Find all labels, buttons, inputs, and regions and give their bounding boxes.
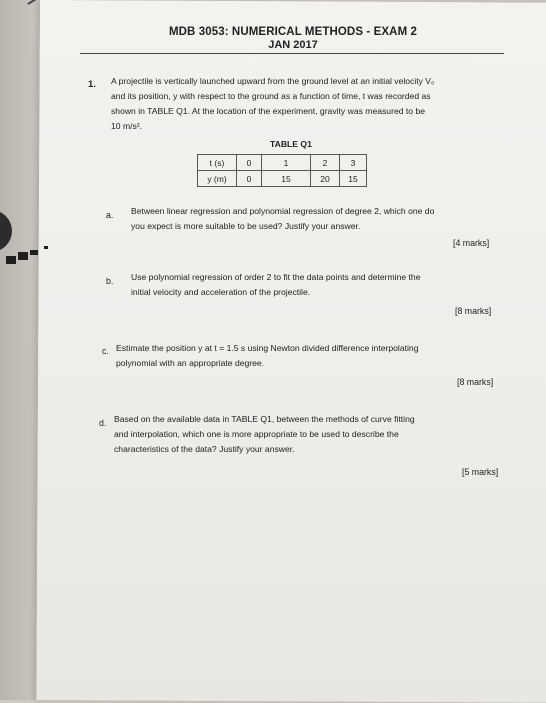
- part-b-line: Use polynomial regression of order 2 to fit the data points and determine the: [131, 272, 421, 282]
- part-c-text: [116, 341, 418, 371]
- part-c-label: c.: [102, 346, 109, 356]
- part-b-text: [131, 270, 421, 300]
- part-b-label: b.: [106, 276, 114, 286]
- table-row-header: t (s): [198, 155, 237, 171]
- table-caption: TABLE Q1: [270, 139, 312, 149]
- part-d-text: [114, 412, 415, 457]
- data-table: [197, 154, 367, 187]
- part-b-line: initial velocity and acceleration of the projectile.: [131, 287, 311, 297]
- table-cell: 1: [262, 155, 311, 171]
- table-row: [198, 155, 367, 171]
- table-cell: 0: [237, 155, 262, 171]
- table-cell: 20: [311, 171, 340, 187]
- part-b-marks: [8 marks]: [455, 306, 492, 316]
- table-row: [198, 171, 367, 187]
- question-line: and its position, y with respect to the ground as a function of time, t was recorded as: [111, 91, 431, 101]
- part-a-line: you expect is more suitable to be used? Justify your answer.: [131, 221, 361, 231]
- part-d-line: characteristics of the data? Justify your answer.: [114, 444, 295, 454]
- part-a-line: Between linear regression and polynomial regression of degree 2, which one do: [131, 206, 435, 216]
- part-a-label: a.: [106, 210, 114, 220]
- part-d-marks: [5 marks]: [462, 467, 499, 477]
- part-d-line: Based on the available data in TABLE Q1, between the methods of curve fitting: [114, 414, 415, 424]
- table-row-header: y (m): [198, 171, 237, 187]
- header-divider: [80, 53, 504, 54]
- exam-title: MDB 3053: NUMERICAL METHODS - EXAM 2: [168, 26, 418, 38]
- table-cell: 15: [340, 171, 367, 187]
- exam-header: [118, 26, 468, 51]
- part-a-marks: [4 marks]: [453, 238, 490, 248]
- part-a-text: [131, 204, 434, 234]
- side-binder-clip-icon: [0, 210, 70, 280]
- part-c-line: polynomial with an appropriate degree.: [116, 358, 265, 368]
- question-text: [111, 74, 435, 134]
- question-number: 1.: [88, 79, 96, 90]
- part-d-line: and interpolation, which one is more appropriate to be used to describe the: [114, 429, 399, 439]
- question-line: 10 m/s².: [111, 121, 143, 131]
- question-line: A projectile is vertically launched upward from the ground level at an initial velocity V₀: [111, 76, 435, 86]
- table-cell: 2: [311, 155, 340, 171]
- table-cell: 3: [340, 155, 367, 171]
- question-line: shown in TABLE Q1. At the location of the experiment, gravity was measured to be: [111, 106, 425, 116]
- part-c-line: Estimate the position y at t = 1.5 s using Newton divided difference interpolating: [116, 343, 419, 353]
- table-cell: 0: [237, 171, 262, 187]
- exam-date: JAN 2017: [268, 39, 318, 51]
- table-cell: 15: [262, 171, 311, 187]
- part-c-marks: [8 marks]: [457, 377, 494, 387]
- part-d-label: d.: [99, 418, 107, 428]
